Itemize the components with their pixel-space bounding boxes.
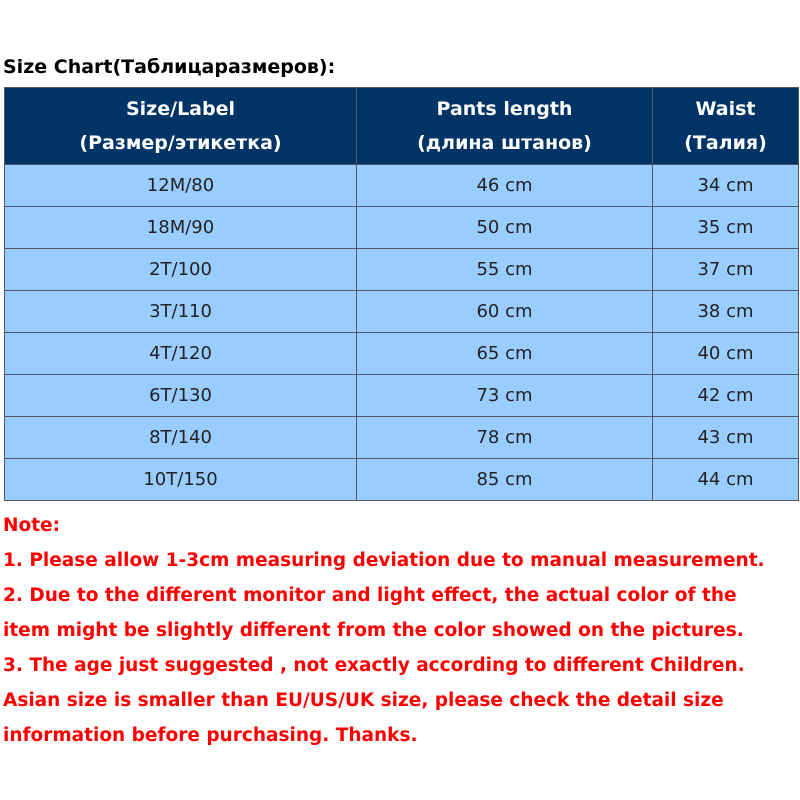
header-pants-length-en: Pants length: [436, 98, 573, 120]
cell-waist: 42 cm: [653, 375, 799, 417]
cell-size-label: 2T/100: [5, 249, 357, 291]
table-row: [5, 375, 799, 417]
header-size-label: [5, 88, 357, 165]
cell-pants-length: 65 cm: [357, 333, 653, 375]
cell-size-label: 18M/90: [5, 207, 357, 249]
cell-waist: 38 cm: [653, 291, 799, 333]
cell-pants-length: 55 cm: [357, 249, 653, 291]
note-line: item might be slightly different from the color showed on the pictures.: [3, 620, 744, 641]
note-line: 1. Please allow 1-3cm measuring deviation due to manual measurement.: [3, 550, 765, 571]
note-line: Asian size is smaller than EU/US/UK size, please check the detail size: [3, 690, 724, 711]
notes-section: [3, 508, 799, 753]
cell-size-label: 12M/80: [5, 165, 357, 207]
cell-pants-length: 85 cm: [357, 459, 653, 501]
cell-size-label: 10T/150: [5, 459, 357, 501]
cell-pants-length: 73 cm: [357, 375, 653, 417]
note-heading: Note:: [3, 515, 60, 536]
header-pants-length: [357, 88, 653, 165]
cell-waist: 44 cm: [653, 459, 799, 501]
header-waist-ru: (Талия): [684, 132, 767, 154]
table-row: [5, 459, 799, 501]
table-header-row: [5, 88, 799, 165]
size-chart-title: Size Chart(Таблицаразмеров):: [3, 56, 336, 78]
table-row: [5, 333, 799, 375]
header-pants-length-ru: (длина штанов): [417, 132, 592, 154]
cell-pants-length: 60 cm: [357, 291, 653, 333]
header-waist-en: Waist: [695, 98, 756, 120]
note-line: information before purchasing. Thanks.: [3, 725, 418, 746]
table-row: [5, 249, 799, 291]
cell-size-label: 6T/130: [5, 375, 357, 417]
cell-waist: 37 cm: [653, 249, 799, 291]
table-row: [5, 417, 799, 459]
cell-size-label: 8T/140: [5, 417, 357, 459]
cell-waist: 40 cm: [653, 333, 799, 375]
cell-waist: 35 cm: [653, 207, 799, 249]
size-table: [4, 87, 799, 501]
cell-pants-length: 78 cm: [357, 417, 653, 459]
cell-pants-length: 50 cm: [357, 207, 653, 249]
cell-waist: 43 cm: [653, 417, 799, 459]
cell-size-label: 4T/120: [5, 333, 357, 375]
note-line: 2. Due to the different monitor and light effect, the actual color of the: [3, 585, 737, 606]
header-size-label-en: Size/Label: [125, 98, 235, 120]
table-row: [5, 291, 799, 333]
table-row: [5, 165, 799, 207]
table-row: [5, 207, 799, 249]
note-line: 3. The age just suggested , not exactly according to different Children.: [3, 655, 745, 676]
cell-pants-length: 46 cm: [357, 165, 653, 207]
cell-waist: 34 cm: [653, 165, 799, 207]
header-size-label-ru: (Размер/этикетка): [79, 132, 282, 154]
cell-size-label: 3T/110: [5, 291, 357, 333]
header-waist: [653, 88, 799, 165]
